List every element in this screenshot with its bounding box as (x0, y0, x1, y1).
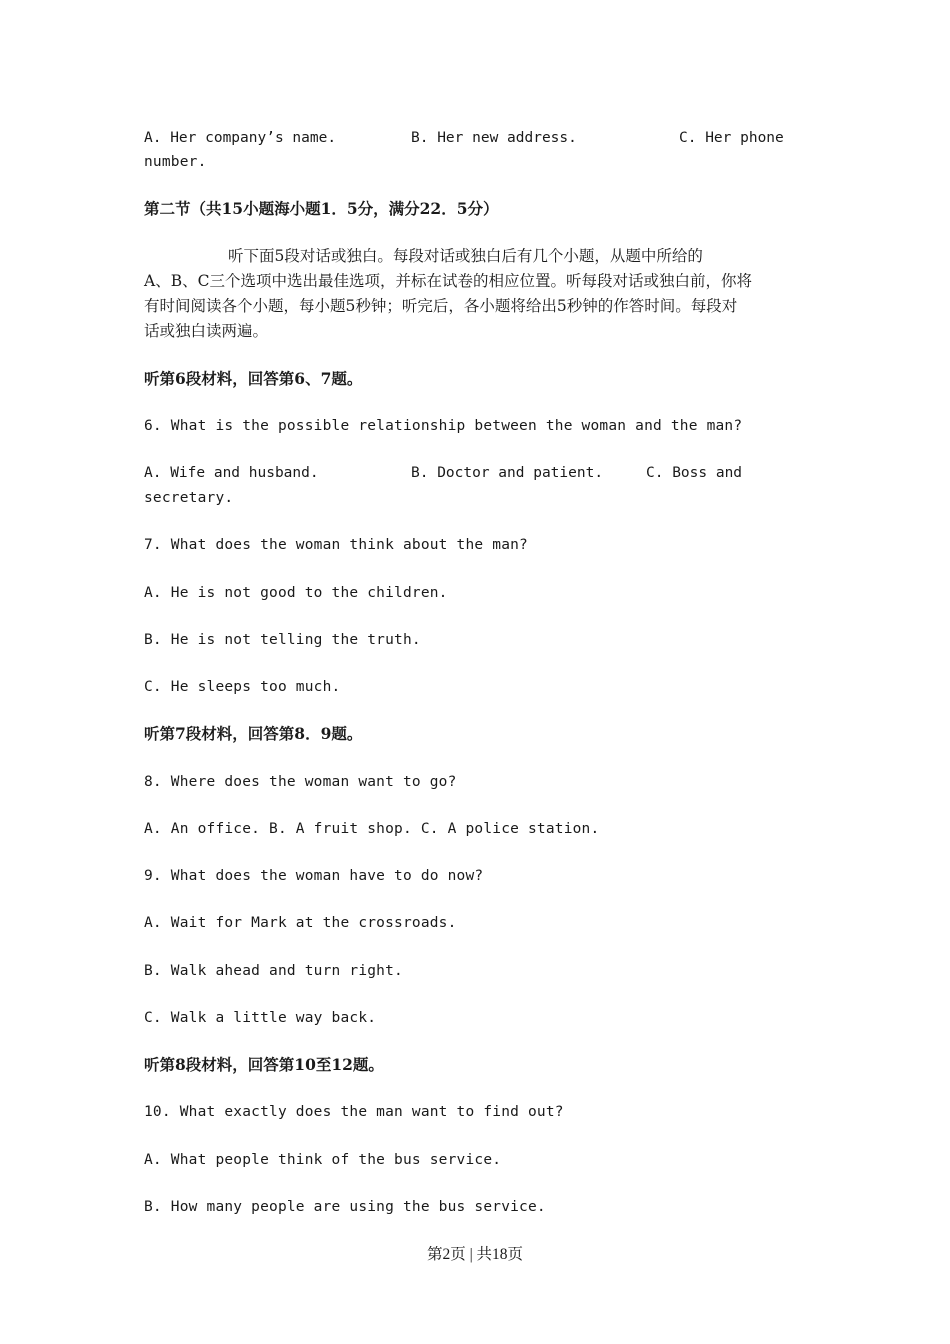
section2-instructions (144, 244, 804, 344)
q10-option-a: A. What people think of the bus service. (144, 1152, 502, 1168)
q7-option-a: A. He is not good to the children. (144, 585, 448, 601)
material8-heading: 听第8段材料，回答第10至12题。 (144, 1055, 384, 1074)
q9-option-a: A. Wait for Mark at the crossroads. (144, 915, 457, 931)
q7-option-b: B. He is not telling the truth. (144, 632, 421, 648)
q7-question: 7. What does the woman think about the man? (144, 537, 528, 553)
q10-question: 10. What exactly does the man want to find out? (144, 1104, 564, 1120)
q5-option-a: A. Her company’s name. (144, 130, 337, 146)
q9-option-c: C. Walk a little way back. (144, 1010, 377, 1026)
material6-heading: 听第6段材料，回答第6、7题。 (144, 369, 363, 388)
q6-option-a: A. Wife and husband. (144, 465, 319, 481)
q9-question: 9. What does the woman have to do now? (144, 868, 484, 884)
q6-option-c-continued: secretary. (144, 490, 234, 506)
q5-option-c: C. Her phone (679, 130, 784, 146)
q6-option-b: B. Doctor and patient. (411, 465, 604, 481)
instruction-line-2: A、B、C三个选项中选出最佳选项，并标在试卷的相应位置。听每段对话或独白前，你将 (144, 272, 752, 290)
q8-options: A. An office. B. A fruit shop. C. A police station. (144, 821, 600, 837)
instruction-line-4: 话或独白读两遍。 (144, 322, 269, 340)
q5-option-b: B. Her new address. (411, 130, 577, 146)
instruction-line-3: 有时间阅读各个小题，每小题5秒钟；听完后，各小题将给出5秒钟的作答时间。每段对 (144, 297, 738, 315)
material7-heading: 听第7段材料，回答第8．9题。 (144, 724, 363, 743)
q6-option-c: C. Boss and (646, 465, 743, 481)
section2-heading: 第二节（共15小题海小题1．5分，满分22．5分） (144, 199, 499, 218)
page-footer: 第2页 | 共18页 (426, 1246, 524, 1263)
q10-option-b: B. How many people are using the bus service. (144, 1199, 546, 1215)
q7-option-c: C. He sleeps too much. (144, 679, 341, 695)
instruction-line-1: 听下面5段对话或独白。每段对话或独白后有几个小题，从题中所给的 (228, 247, 703, 265)
q5-option-c-continued: number. (144, 154, 207, 170)
q8-question: 8. Where does the woman want to go? (144, 774, 457, 790)
q6-question: 6. What is the possible relationship between the woman and the man? (144, 418, 743, 434)
q9-option-b: B. Walk ahead and turn right. (144, 963, 403, 979)
